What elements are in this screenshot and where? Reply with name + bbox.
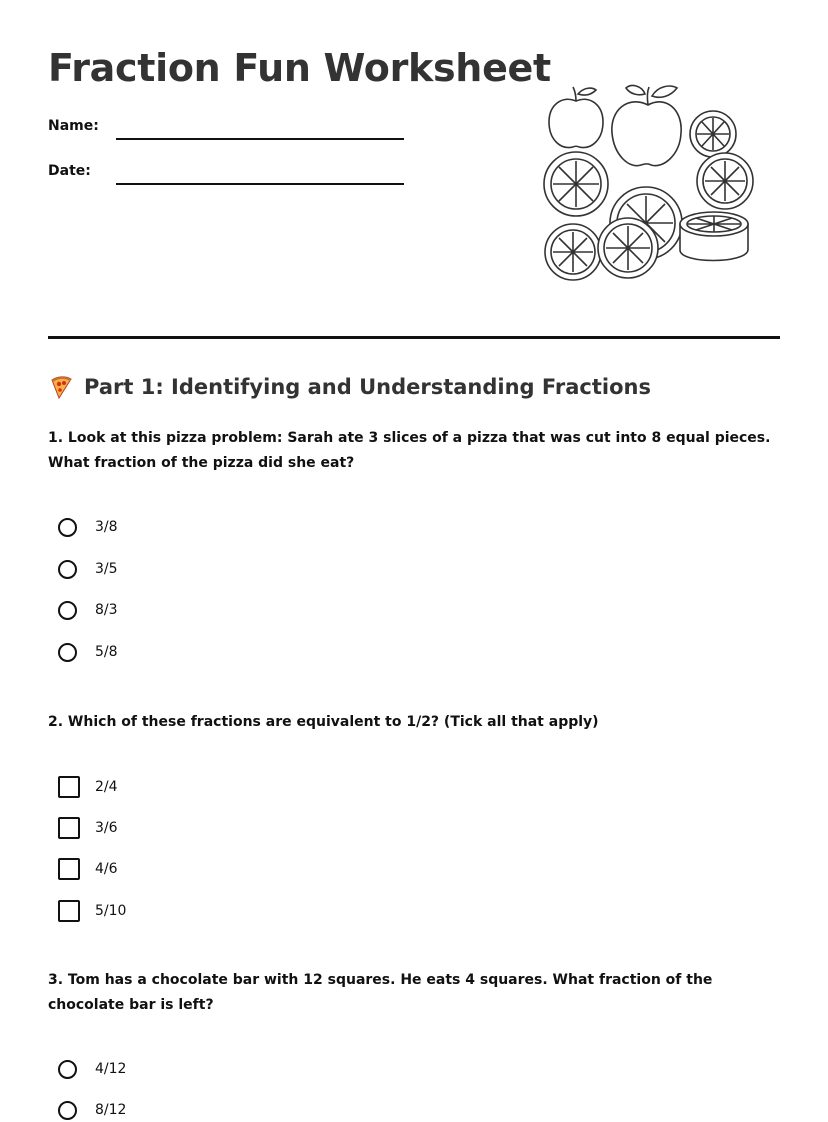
section-title: Part 1: Identifying and Understanding Fractions xyxy=(84,375,651,399)
option-label: 8/12 xyxy=(95,1102,127,1118)
checkbox[interactable] xyxy=(58,900,80,922)
radio-button[interactable] xyxy=(58,643,77,662)
pizza-slice-icon xyxy=(48,374,74,400)
citrus-slice-icon xyxy=(697,153,753,209)
citrus-slice-icon xyxy=(598,218,658,278)
worksheet-title: Fraction Fun Worksheet xyxy=(48,46,551,90)
date-label: Date: xyxy=(48,163,91,179)
option-label: 3/5 xyxy=(95,561,118,577)
q1-option-1[interactable] xyxy=(58,515,118,539)
radio-button[interactable] xyxy=(58,560,77,579)
fruit-line-art-icon xyxy=(540,78,756,286)
q2-option-1[interactable] xyxy=(58,775,118,799)
q2-option-4[interactable] xyxy=(58,899,126,923)
option-label: 3/6 xyxy=(95,820,118,836)
citrus-half-icon xyxy=(680,212,748,261)
option-label: 8/3 xyxy=(95,602,118,618)
question-3-text: 3. Tom has a chocolate bar with 12 squares. He eats 4 squares. What fraction of the chocolate bar is left? xyxy=(48,972,713,1013)
q1-option-4[interactable] xyxy=(58,640,118,664)
option-label: 5/10 xyxy=(95,903,127,919)
option-label: 4/6 xyxy=(95,861,118,877)
question-1-text: 1. Look at this pizza problem: Sarah ate 3 slices of a pizza that was cut into 8 equal pieces. What fraction of the pizza did she eat? xyxy=(48,430,771,471)
q1-option-3[interactable] xyxy=(58,598,118,622)
checkbox[interactable] xyxy=(58,776,80,798)
date-field[interactable] xyxy=(116,183,404,185)
checkbox[interactable] xyxy=(58,858,80,880)
q3-option-1[interactable] xyxy=(58,1057,126,1081)
citrus-slice-icon xyxy=(690,111,736,157)
option-label: 4/12 xyxy=(95,1061,127,1077)
option-label: 5/8 xyxy=(95,644,118,660)
small-apple-icon xyxy=(549,99,603,147)
q1-option-2[interactable] xyxy=(58,557,118,581)
citrus-slice-icon xyxy=(544,152,608,216)
section-heading xyxy=(48,374,651,400)
name-label: Name: xyxy=(48,118,99,134)
q2-option-3[interactable] xyxy=(58,857,118,881)
radio-button[interactable] xyxy=(58,518,77,537)
checkbox[interactable] xyxy=(58,817,80,839)
citrus-slice-icon xyxy=(545,224,601,280)
question-2-text: 2. Which of these fractions are equivalent to 1/2? (Tick all that apply) xyxy=(48,714,599,730)
radio-button[interactable] xyxy=(58,1060,77,1079)
q2-option-2[interactable] xyxy=(58,816,118,840)
option-label: 2/4 xyxy=(95,779,118,795)
radio-button[interactable] xyxy=(58,1101,77,1120)
large-apple-icon xyxy=(612,102,681,166)
radio-button[interactable] xyxy=(58,601,77,620)
header-divider xyxy=(48,336,780,339)
name-field[interactable] xyxy=(116,138,404,140)
option-label: 3/8 xyxy=(95,519,118,535)
q3-option-2[interactable] xyxy=(58,1098,126,1122)
